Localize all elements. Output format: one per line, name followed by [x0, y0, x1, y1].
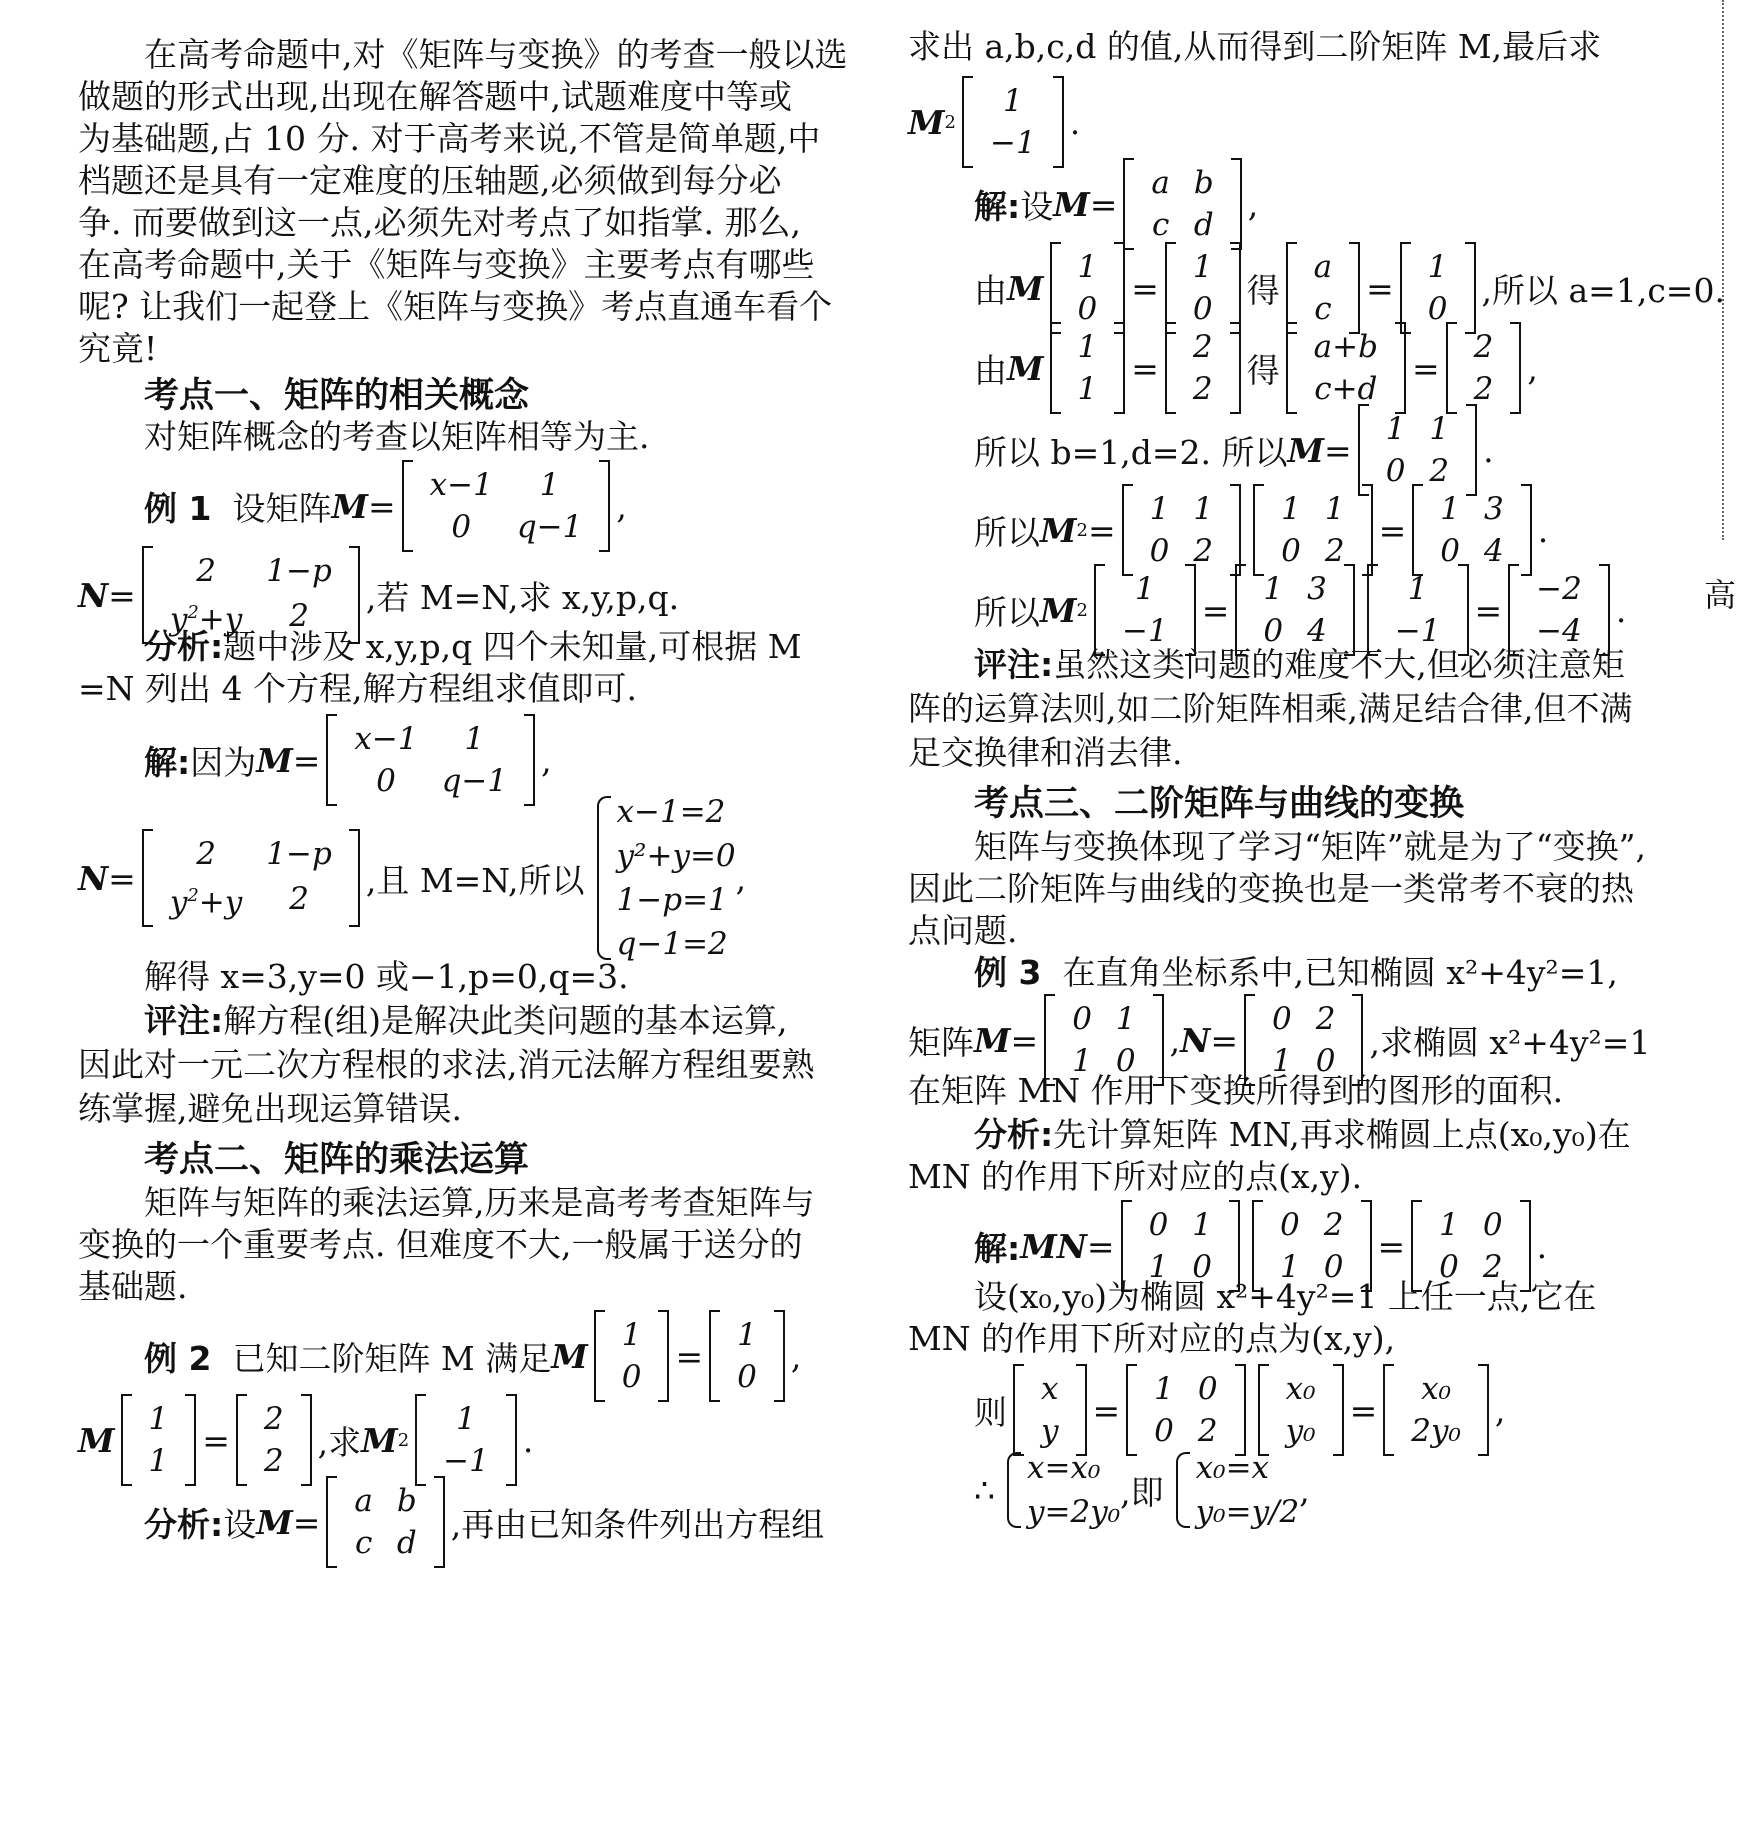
example-2-label: 例 2 — [144, 1338, 212, 1378]
equation-system-a — [1001, 1446, 1120, 1534]
intro-line: 在高考命题中,对《矩阵与变换》的考查一般以选 — [144, 35, 848, 74]
step-text: 得 — [1246, 270, 1280, 310]
vector: 1 1 — [1050, 322, 1126, 414]
vector: 1 −1 — [415, 1394, 517, 1486]
vector: 1 −1 — [962, 76, 1064, 168]
step-text: 所以 b=1,d=2. 所以 — [974, 432, 1288, 472]
vector: 2 2 — [1446, 322, 1522, 414]
section-heading-1: 考点一、矩阵的相关概念 — [144, 376, 530, 416]
analysis-label: 分析: — [144, 1504, 224, 1544]
step-1: 由 M 1 0 = 1 0 得 a c = 1 0 ,所以 a=1,c=0. — [974, 242, 1725, 334]
vector: 1 −1 — [1367, 564, 1469, 656]
example-2-question: ,求 — [317, 1422, 362, 1462]
matrix: 1 0 0 2 — [1126, 1364, 1245, 1456]
section-3-text: 因此二阶矩阵与曲线的变换也是一类常考不衰的热 — [908, 869, 1634, 908]
equation: x₀=x — [1195, 1450, 1270, 1486]
matrix: 0 1 1 0 — [1121, 1200, 1240, 1292]
section-heading-3: 考点三、二阶矩阵与曲线的变换 — [974, 784, 1465, 824]
matrix: 1 3 0 4 — [1235, 564, 1354, 656]
matrix: 1 0 0 2 — [1411, 1200, 1530, 1292]
intro-line: 档题还是具有一定难度的压轴题,必须做到每分必 — [78, 161, 782, 200]
vector: 1 0 — [1050, 242, 1126, 334]
intro-line: 为基础题,占 10 分. 对于高考来说,不管是简单题,中 — [78, 119, 821, 158]
solution-1-text: 因为 — [190, 742, 257, 782]
remark-1-text: 解方程(组)是解决此类问题的基本运算, — [223, 1001, 788, 1040]
equation: y²+y=0 — [616, 838, 736, 874]
solution-3-line3: MN 的作用下所对应的点为(x,y), — [908, 1319, 1396, 1358]
solution-1-mid: ,且 M=N,所以 — [365, 860, 585, 900]
vector: 1 −1 — [1094, 564, 1196, 656]
equation: 1−p=1 — [616, 882, 728, 918]
step-text: 由 — [974, 350, 1007, 390]
solution-2: 解: 设 M = a b c d , — [974, 158, 1258, 250]
example-3-text: ,求椭圆 x²+4y²=1 — [1369, 1022, 1651, 1062]
step-2: 由 M 1 1 = 2 2 得 a+b c+d = 2 2 , — [974, 322, 1538, 414]
remark-2-text: 虽然这类问题的难度不大,但必须注意矩 — [1053, 645, 1625, 684]
analysis-2-tail: ,再由已知条件列出方程组 — [450, 1504, 825, 1544]
matrix-M: 0 1 1 0 — [1044, 994, 1163, 1086]
step-text: ,所以 a=1,c=0. — [1481, 270, 1725, 310]
matrix-M-result: 1 1 0 2 — [1358, 404, 1477, 496]
example-3-matrices: 矩阵 M = 0 1 1 0 , N = 0 2 1 0 ,求椭圆 x²+4y²=1 — [908, 994, 1650, 1086]
example-1-text: 设矩阵 — [232, 488, 332, 528]
example-2-cont: M 1 1 = 2 2 ,求 M 2 1 −1 . — [78, 1394, 533, 1486]
solution-3-line2: 设(x₀,y₀)为椭圆 x²+4y²=1 上任一点,它在 — [974, 1277, 1597, 1316]
example-3-label: 例 3 — [974, 953, 1042, 992]
matrix-M: x−1 1 0 q−1 — [402, 460, 611, 552]
example-3-text: 矩阵 — [908, 1022, 974, 1062]
intro-line: 争. 而要做到这一点,必须先对考点了如指掌. 那么, — [78, 203, 801, 242]
vector: 2 2 — [236, 1394, 312, 1486]
side-label: 高 — [1704, 576, 1737, 614]
solution-label: 解: — [974, 1228, 1021, 1268]
vector: a+b c+d — [1286, 322, 1406, 414]
section-1-text: 对矩阵概念的考查以矩阵相等为主. — [144, 417, 650, 456]
example-3 — [908, 948, 1618, 998]
example-1-N: N = 2 1−p $y^2+y$ 2 ,若 M=N,求 x,y,p,q. — [78, 546, 679, 644]
remark-label: 评注: — [974, 645, 1054, 684]
section-3-text: 点问题. — [908, 911, 1018, 950]
vector: x y — [1013, 1364, 1087, 1456]
intro-line: 究竟! — [78, 329, 158, 368]
intro-line: 呢? 让我们一起登上《矩阵与变换》考点直通车看个 — [78, 287, 833, 326]
equation: y₀=y/2 — [1195, 1494, 1300, 1530]
equation: y=2y₀ — [1027, 1494, 1121, 1530]
section-2-text: 变换的一个重要考点. 但难度不大,一般属于送分的 — [78, 1225, 803, 1264]
equation-system-1 — [591, 790, 736, 966]
continued-text: 求出 a,b,c,d 的值,从而得到二阶矩阵 M,最后求 — [908, 27, 1602, 66]
solution-1-N: N = 2 1−p $y^2+y$ 2 ,且 M=N,所以 x−1=2 y²+y=0 1−p=1 q−1=2 , — [78, 790, 746, 966]
step-text: 得 — [1246, 350, 1280, 390]
vector: 1 0 — [1165, 242, 1241, 334]
step-3: 所以 b=1,d=2. 所以 M = 1 1 0 2 . — [974, 404, 1494, 496]
step-text: 所以 — [974, 592, 1040, 632]
matrix-M-general: a b c d — [326, 1476, 444, 1568]
analysis-3-text: 先计算矩阵 MN,再求椭圆上点(x₀,y₀)在 — [1053, 1115, 1631, 1154]
continued-expression: M 2 1 −1 . — [908, 76, 1080, 168]
therefore-symbol: ∴ — [974, 1470, 995, 1510]
step-text: 由 — [974, 270, 1007, 310]
solution-3: 解: MN = 0 1 1 0 0 2 1 0 = 1 0 0 2 . — [974, 1200, 1547, 1292]
solution-2-text: 设 — [1020, 186, 1054, 226]
section-2-text: 基础题. — [78, 1267, 188, 1306]
analysis-2-text: 设 — [223, 1504, 257, 1544]
solution-1: 解: 因为 M = x−1 1 0 q−1 , — [144, 714, 552, 806]
vector: x₀ y₀ — [1258, 1364, 1344, 1456]
matrix-N: 0 2 1 0 — [1244, 994, 1363, 1086]
intro-line: 做题的形式出现,出现在解答题中,试题难度中等或 — [78, 77, 792, 116]
analysis-label: 分析: — [974, 1115, 1054, 1154]
step-text: ,即 — [1120, 1472, 1164, 1512]
solution-1-result: 解得 x=3,y=0 或−1,p=0,q=3. — [144, 957, 629, 996]
vector: 2 2 — [1165, 322, 1241, 414]
step-text: 所以 — [974, 512, 1040, 552]
vector: 1 1 — [121, 1394, 197, 1486]
vector: a c — [1286, 242, 1360, 334]
step-4: 所以 M 2 = 1 1 0 2 1 1 0 2 = 1 3 0 4 . — [974, 484, 1548, 576]
analysis-label: 分析: — [144, 627, 224, 666]
vector: 1 0 — [1400, 242, 1476, 334]
example-2-text: 已知二阶矩阵 M 满足 — [232, 1338, 552, 1378]
vector: −2 −4 — [1508, 564, 1610, 656]
solution-label: 解: — [974, 186, 1021, 226]
solution-3-system: ∴ x=x₀ y=2y₀ ,即 x₀=x y₀=y/2 , — [974, 1446, 1310, 1534]
matrix-M-general: a b c d — [1123, 158, 1241, 250]
remark-1 — [78, 996, 787, 1046]
example-2: 例 2 已知二阶矩阵 M 满足 M 1 0 = 1 0 , — [144, 1310, 801, 1402]
section-3-text: 矩阵与变换体现了学习“矩阵”就是为了“变换”, — [974, 827, 1646, 866]
equation: x=x₀ — [1027, 1450, 1101, 1486]
matrix: 1 1 0 2 — [1253, 484, 1372, 576]
remark-2-line3: 足交换律和消去律. — [908, 733, 1183, 772]
remark-2-line2: 阵的运算法则,如二阶矩阵相乘,满足结合律,但不满 — [908, 689, 1633, 728]
matrix: 0 2 1 0 — [1252, 1200, 1371, 1292]
example-1: 例 1 设矩阵 M = x−1 1 0 q−1 , — [144, 460, 627, 552]
vector: x₀ 2y₀ — [1383, 1364, 1489, 1456]
solution-3-step: 则 x y = 1 0 0 2 x₀ y₀ = x₀ 2y₀ , — [974, 1364, 1505, 1456]
analysis-1-text: 题中涉及 x,y,p,q 四个未知量,可根据 M — [223, 627, 802, 666]
intro-line: 在高考命题中,关于《矩阵与变换》主要考点有哪些 — [78, 245, 815, 284]
remark-2 — [908, 640, 1625, 690]
equation: x−1=2 — [616, 794, 726, 830]
matrix-N: 2 1−p $y^2+y$ 2 — [142, 546, 360, 644]
vector: 1 0 — [709, 1310, 785, 1402]
analysis-2: 分析: 设 M = a b c d ,再由已知条件列出方程组 — [144, 1476, 824, 1568]
matrix-N: 2 1−p $y^2+y$ 2 — [142, 829, 360, 927]
matrix: 1 1 0 2 — [1122, 484, 1241, 576]
step-text: 则 — [974, 1392, 1007, 1432]
remark-label: 评注: — [144, 1001, 224, 1040]
example-1-label: 例 1 — [144, 488, 212, 528]
remark-1-line2: 因此对一元二次方程根的求法,消元法解方程组要熟 — [78, 1045, 815, 1084]
equation-system-b — [1170, 1446, 1300, 1534]
example-3-line3: 在矩阵 MN 作用下变换所得到的图形的面积. — [908, 1071, 1564, 1110]
section-2-text: 矩阵与矩阵的乘法运算,历来是高考考查矩阵与 — [144, 1183, 815, 1222]
solution-label: 解: — [144, 742, 191, 782]
step-5: 所以 M 2 1 −1 = 1 3 0 4 1 −1 = −2 −4 . — [974, 564, 1626, 656]
equation: q−1=2 — [616, 926, 728, 962]
matrix: 1 3 0 4 — [1412, 484, 1531, 576]
remark-1-line3: 练掌握,避免出现运算错误. — [78, 1089, 462, 1128]
example-3-text: 在直角坐标系中,已知椭圆 x²+4y²=1, — [1062, 953, 1618, 992]
section-heading-2: 考点二、矩阵的乘法运算 — [144, 1140, 530, 1180]
analysis-1-line2: =N 列出 4 个方程,解方程组求值即可. — [78, 669, 637, 708]
vector: 1 0 — [594, 1310, 670, 1402]
example-1-question: ,若 M=N,求 x,y,p,q. — [365, 577, 680, 617]
matrix-M: x−1 1 0 q−1 — [326, 714, 535, 806]
analysis-3-line2: MN 的作用下所对应的点(x,y). — [908, 1157, 1363, 1196]
